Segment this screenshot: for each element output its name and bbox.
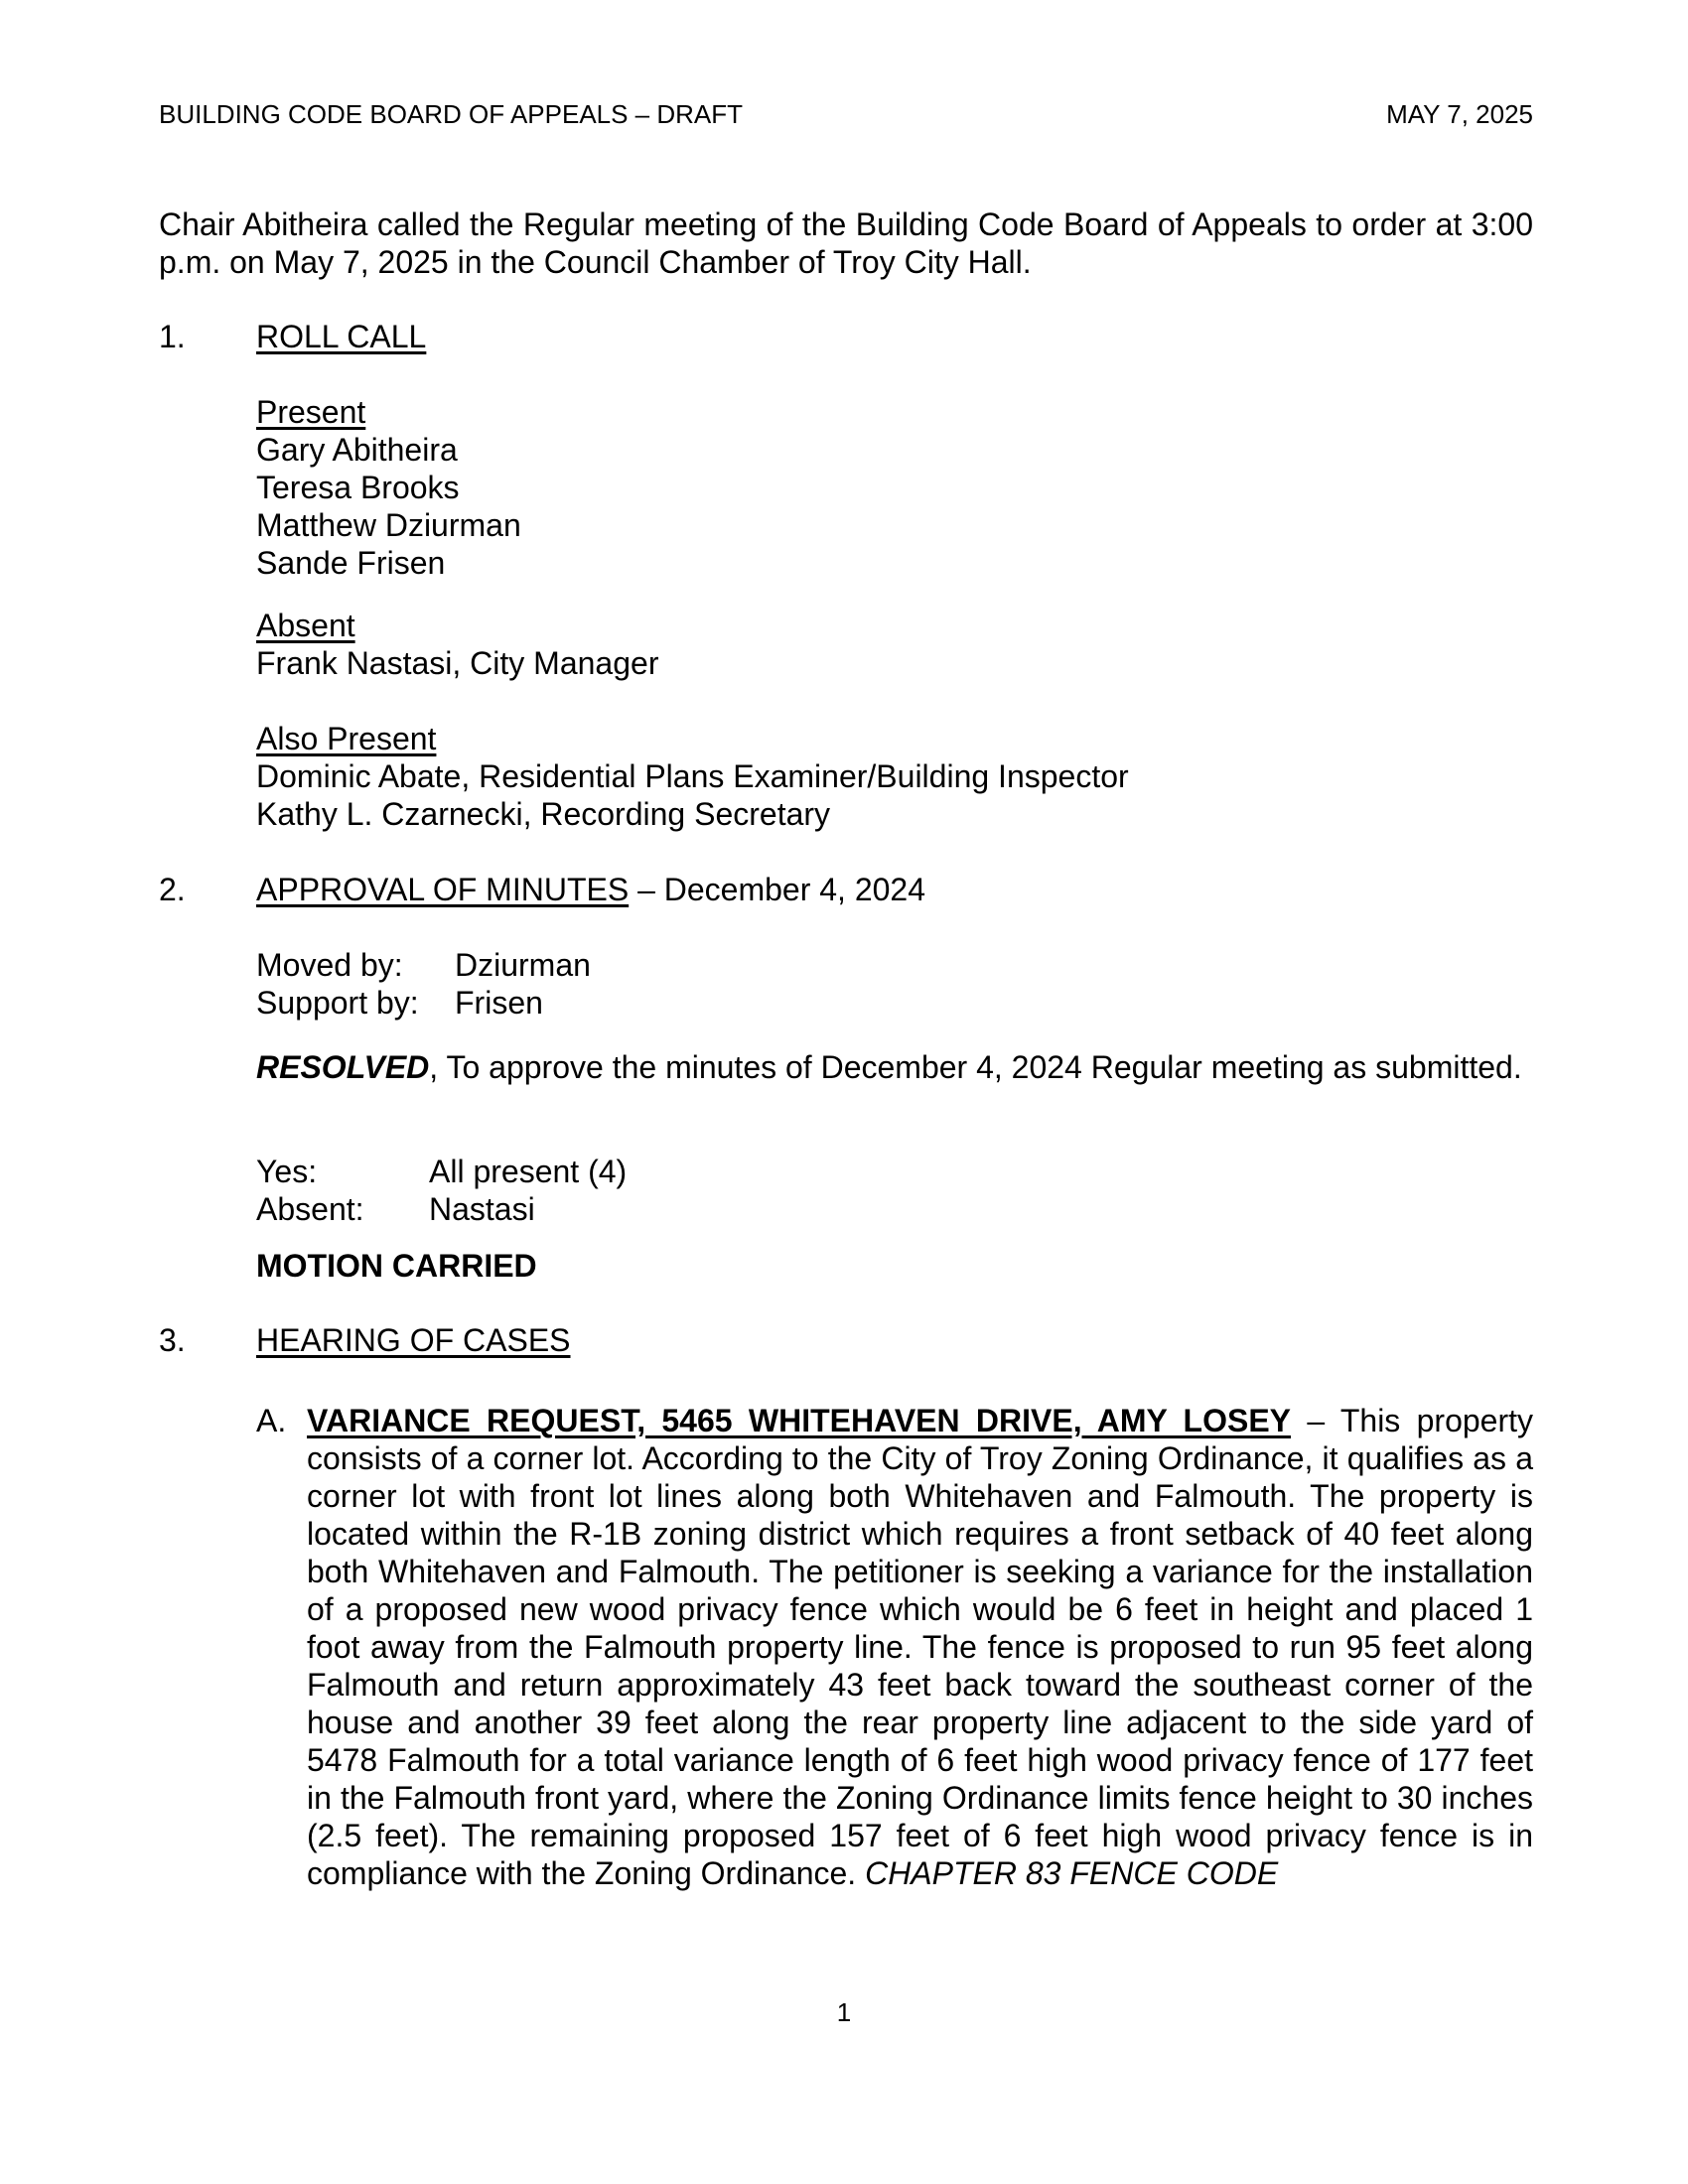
vote-yes-label: Yes: [256,1154,318,1189]
also-present-label: Also Present [256,721,437,756]
section-title-hearing: HEARING OF CASES [256,1322,571,1358]
also-present-member: Kathy L. Czarnecki, Recording Secretary [256,796,831,832]
header-title: BUILDING CODE BOARD OF APPEALS – DRAFT [159,99,744,129]
present-member: Matthew Dziurman [256,507,521,543]
absent-label: Absent [256,608,355,643]
vote-yes-value: All present (4) [429,1154,628,1189]
moved-by-value: Dziurman [455,947,591,983]
present-member: Sande Frisen [256,545,446,581]
absent-member: Frank Nastasi, City Manager [256,645,659,681]
vote-absent-row [256,1190,627,1228]
case-a-body [307,1402,1533,1892]
case-a-description: – This property consists of a corner lot. According to the City of Troy Zoning Ordinance, it qualifies as a corner lot with front lot lines along both Whitehaven and Falmouth. The property is located within the R-1B zoning district which requires a front setback of 40 feet along both Whitehaven and Falmouth. The petitioner is seeking a variance for the installation of a proposed new wood privacy fence which would be 6 feet in height and placed 1 foot away from the Falmouth property line. The fence is proposed to run 95 feet along Falmouth and return approximately 43 feet back toward the southeast corner of the house and another 39 feet along the rear property line adjacent to the side yard of 5478 Falmouth for a total variance length of 6 feet high wood privacy fence of 177 feet in the Falmouth front yard, where the Zoning Ordinance limits fence height to 30 inches (2.5 feet). The remaining proposed 157 feet of 6 feet high wood privacy fence is in compliance with the Zoning Ordinance. [307,1403,1534,1891]
vote-absent-label: Absent: [256,1191,364,1227]
resolved-label: RESOLVED [256,1049,430,1085]
vote-yes-row [256,1153,627,1190]
present-label: Present [256,394,366,430]
moved-by-label: Moved by: [256,947,403,983]
section-title-roll-call: ROLL CALL [256,319,427,354]
vote-absent-value: Nastasi [429,1191,535,1227]
motion-movers [256,946,591,1022]
case-a-letter: A. [256,1403,287,1438]
section-number-minutes: 2. [159,872,186,907]
case-a-code: CHAPTER 83 FENCE CODE [865,1855,1279,1891]
intro-paragraph: Chair Abitheira called the Regular meeting of the Building Code Board of Appeals to order at 3:00 p.m. on May 7, 2025 in the Council Chamber of Troy City Hall. [159,206,1533,280]
present-list [256,393,521,582]
section-number-hearing: 3. [159,1322,186,1358]
absent-list [256,607,658,682]
moved-by-row [256,946,591,984]
section-number-roll-call: 1. [159,319,186,354]
present-member: Teresa Brooks [256,470,460,505]
support-by-label: Support by: [256,985,419,1021]
minutes-date: – December 4, 2024 [629,872,926,907]
case-a-title: VARIANCE REQUEST, 5465 WHITEHAVEN DRIVE, AMY LOSEY [307,1403,1292,1438]
support-by-value: Frisen [455,985,543,1021]
minutes-title: APPROVAL OF MINUTES [256,872,630,907]
present-member: Gary Abitheira [256,432,458,468]
also-present-list [256,720,1129,833]
support-by-row [256,984,591,1022]
header-date: MAY 7, 2025 [1386,99,1533,129]
page-number: 1 [836,1997,852,2027]
vote-results [256,1153,627,1228]
also-present-member: Dominic Abate, Residential Plans Examiner/Building Inspector [256,758,1129,794]
section-title-minutes [256,871,925,908]
motion-carried: MOTION CARRIED [256,1248,537,1284]
resolved-paragraph [256,1048,1533,1086]
resolved-text: , To approve the minutes of December 4, 2024 Regular meeting as submitted. [429,1049,1522,1085]
